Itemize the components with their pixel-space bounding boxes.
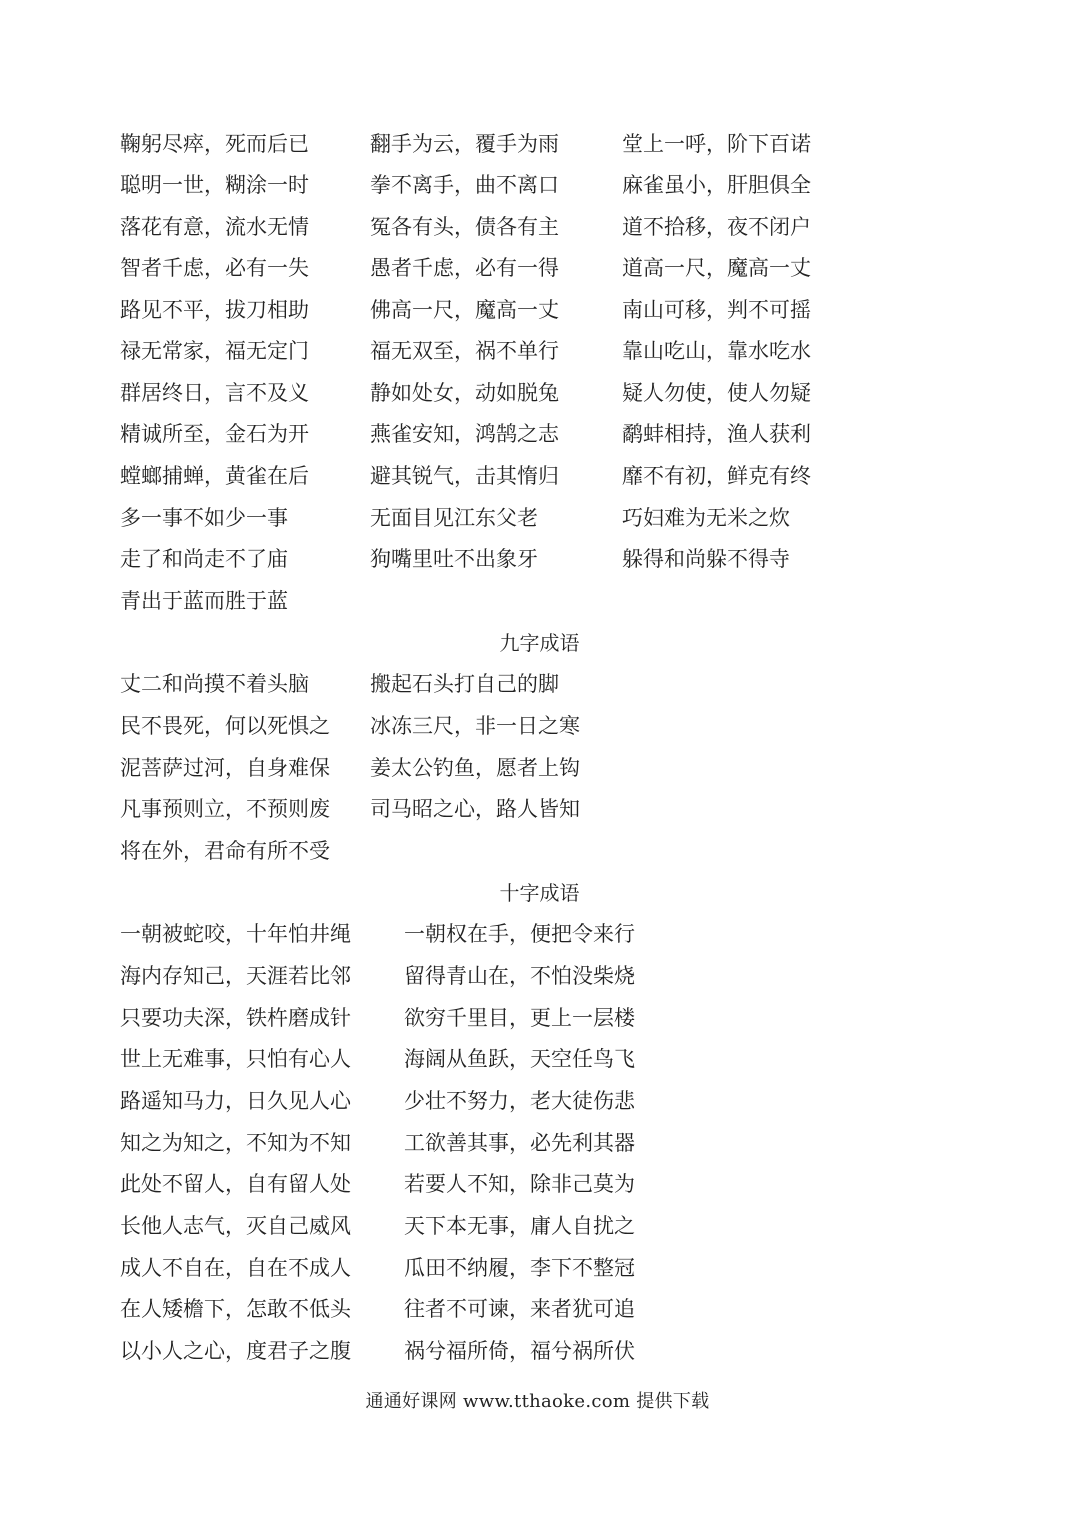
idiom-row: [0, 1039, 1075, 1080]
idiom: 聪明一世，糊涂一时: [120, 173, 309, 197]
idiom: 鞠躬尽瘁，死而后已: [120, 132, 309, 156]
idiom: 智者千虑，必有一失: [120, 256, 309, 280]
idiom: 只要功夫深，铁杵磨成针: [120, 1006, 351, 1030]
idiom: 群居终日，言不及义: [120, 381, 309, 405]
idiom: 往者不可谏，来者犹可追: [404, 1297, 635, 1321]
idiom: 狗嘴里吐不出象牙: [370, 547, 538, 571]
idiom: 无面目见江东父老: [370, 506, 538, 530]
idiom-row: [0, 831, 1075, 872]
idiom-row: [0, 207, 1075, 248]
idiom: 在人矮檐下，怎敢不低头: [120, 1297, 351, 1321]
idiom-row: [0, 1081, 1075, 1122]
idiom-row: [0, 1123, 1075, 1164]
idiom-row: [0, 706, 1075, 747]
idiom: 躲得和尚躲不得寺: [622, 547, 790, 571]
idiom: 若要人不知，除非己莫为: [404, 1172, 635, 1196]
idiom: 福无双至，祸不单行: [370, 339, 559, 363]
idiom: 佛高一尺，魔高一丈: [370, 298, 559, 322]
idiom: 世上无难事，只怕有心人: [120, 1047, 351, 1071]
idiom-row: [0, 498, 1075, 539]
idiom: 路见不平，拔刀相助: [120, 298, 309, 322]
idiom: 少壮不努力，老大徒伤悲: [404, 1089, 635, 1113]
idiom: 长他人志气，灭自己威风: [120, 1214, 351, 1238]
idiom: 落花有意，流水无情: [120, 215, 309, 239]
idiom-row: [0, 1289, 1075, 1330]
idiom: 避其锐气，击其惰归: [370, 464, 559, 488]
idiom-row: [0, 331, 1075, 372]
idiom-row: [0, 998, 1075, 1039]
idiom-row: [0, 539, 1075, 580]
idiom-row: [0, 914, 1075, 955]
idiom: 冰冻三尺，非一日之寒: [370, 714, 580, 738]
idiom: 愚者千虑，必有一得: [370, 256, 559, 280]
idiom-row: [0, 165, 1075, 206]
idiom-row: [0, 1331, 1075, 1372]
idiom: 青出于蓝而胜于蓝: [120, 589, 288, 613]
idiom: 疑人勿使，使人勿疑: [622, 381, 811, 405]
idiom: 拳不离手，曲不离口: [370, 173, 559, 197]
idiom: 海阔从鱼跃，天空任鸟飞: [404, 1047, 635, 1071]
idiom-row: [0, 290, 1075, 331]
idiom: 走了和尚走不了庙: [120, 547, 288, 571]
idiom-row: [0, 664, 1075, 705]
idiom: 靠山吃山，靠水吃水: [622, 339, 811, 363]
idiom: 翻手为云，覆手为雨: [370, 132, 559, 156]
idiom-row: [0, 1164, 1075, 1205]
idiom: 麻雀虽小，肝胆俱全: [622, 173, 811, 197]
idiom: 燕雀安知，鸿鹄之志: [370, 422, 559, 446]
section-title: 九字成语: [499, 631, 580, 655]
idiom: 泥菩萨过河，自身难保: [120, 756, 330, 780]
idiom: 成人不自在，自在不成人: [120, 1256, 351, 1280]
idiom: 靡不有初，鲜克有终: [622, 464, 811, 488]
idiom: 一朝权在手，便把令来行: [404, 922, 635, 946]
idiom: 海内存知己，天涯若比邻: [120, 964, 351, 988]
idiom: 道高一尺，魔高一丈: [622, 256, 811, 280]
section-title: 十字成语: [499, 881, 580, 905]
idiom: 工欲善其事，必先利其器: [404, 1131, 635, 1155]
idiom: 静如处女，动如脱兔: [370, 381, 559, 405]
idiom: 姜太公钓鱼，愿者上钩: [370, 756, 580, 780]
idiom: 将在外，君命有所不受: [120, 839, 330, 863]
idiom: 禄无常家，福无定门: [120, 339, 309, 363]
idiom-row: [0, 1206, 1075, 1247]
idiom-row: [0, 789, 1075, 830]
idiom: 丈二和尚摸不着头脑: [120, 672, 309, 696]
idiom: 瓜田不纳履，李下不整冠: [404, 1256, 635, 1280]
idiom: 留得青山在，不怕没柴烧: [404, 964, 635, 988]
idiom: 冤各有头，债各有主: [370, 215, 559, 239]
idiom: 司马昭之心，路人皆知: [370, 797, 580, 821]
idiom-row: [0, 748, 1075, 789]
idiom: 螳螂捕蝉，黄雀在后: [120, 464, 309, 488]
idiom: 搬起石头打自己的脚: [370, 672, 559, 696]
idiom: 凡事预则立，不预则废: [120, 797, 330, 821]
idiom: 精诚所至，金石为开: [120, 422, 309, 446]
idiom: 此处不留人，自有留人处: [120, 1172, 351, 1196]
idiom-row: [0, 124, 1075, 165]
idiom-row: [0, 1248, 1075, 1289]
idiom: 路遥知马力，日久见人心: [120, 1089, 351, 1113]
idiom: 祸兮福所倚，福兮祸所伏: [404, 1339, 635, 1363]
idiom-row: [0, 414, 1075, 455]
idiom: 知之为知之，不知为不知: [120, 1131, 351, 1155]
idiom: 堂上一呼，阶下百诺: [622, 132, 811, 156]
idiom-row: [0, 581, 1075, 622]
idiom: 南山可移，判不可摇: [622, 298, 811, 322]
idiom: 以小人之心，度君子之腹: [120, 1339, 351, 1363]
idiom-row: [0, 373, 1075, 414]
idiom: 民不畏死，何以死惧之: [120, 714, 330, 738]
idiom: 欲穷千里目，更上一层楼: [404, 1006, 635, 1030]
idiom-row: [0, 956, 1075, 997]
idiom: 天下本无事，庸人自扰之: [404, 1214, 635, 1238]
idiom: 道不拾移，夜不闭户: [622, 215, 811, 239]
footer-credit: 通通好课网 www.tthaoke.com 提供下载: [365, 1391, 710, 1412]
idiom: 一朝被蛇咬，十年怕井绳: [120, 922, 351, 946]
idiom-row: [0, 456, 1075, 497]
idiom: 巧妇难为无米之炊: [622, 506, 790, 530]
idiom-row: [0, 248, 1075, 289]
idiom: 鹬蚌相持，渔人获利: [622, 422, 811, 446]
idiom: 多一事不如少一事: [120, 506, 288, 530]
